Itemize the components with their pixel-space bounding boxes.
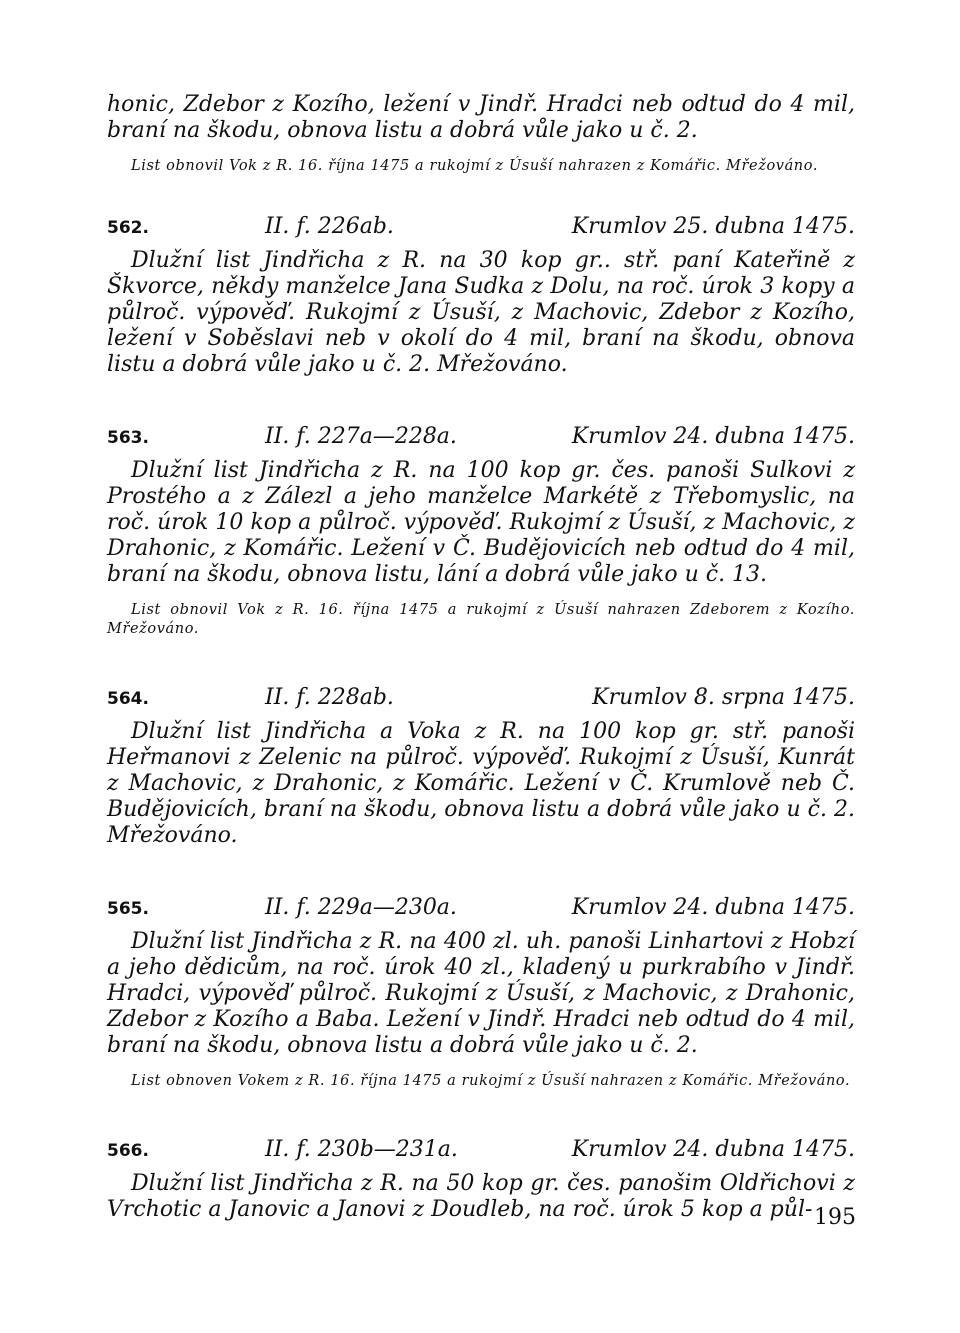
- entry-folio: II. f. 227a—228a.: [265, 424, 457, 449]
- entry-place-date: Krumlov 24. dubna 1475.: [571, 424, 855, 449]
- entry-text: Dlužní list Jindřicha z R. na 100 kop gr. čes. panoši Sulkovi z Prostého a z Zálezl a jeho manželce Markétě z Třebomyslic, na roč. úrok 10 kop a půlroč. výpověď. Rukojmí z Úsuší, z Machovic, z Drahonic, z Komářic. Ležení v Č. Budějovicích neb odtud do 4 mil, braní na škodu, obnova listu, lání a dobrá vůle jako u č. 13.: [107, 458, 855, 587]
- entry-folio: II. f. 230b—231a.: [265, 1137, 458, 1162]
- entry-folio: II. f. 228ab.: [265, 685, 394, 710]
- entry-565: [107, 895, 855, 1091]
- entry-number: 566.: [107, 1141, 149, 1161]
- entry-text: Dlužní list Jindřicha a Voka z R. na 100 kop gr. stř. panoši Heřmanovi z Zelenic na půlroč. výpověď. Rukojmí z Úsuší, Kunrát z Machovic, z Drahonic, z Komářic. Ležení v Č. Krumlově neb Č. Budějovicích, braní na škodu, obnova listu a dobrá vůle jako u č. 2. Mřežováno.: [107, 719, 855, 848]
- intro-text: honic, Zdebor z Kozího, ležení v Jindř. Hradci neb odtud do 4 mil, braní na škodu, obnova listu a dobrá vůle jako u č. 2.: [107, 92, 855, 143]
- entry-place-date: Krumlov 25. dubna 1475.: [571, 214, 855, 239]
- entry-number: 565.: [107, 899, 149, 919]
- document-page: [107, 92, 855, 1223]
- entry-number: 564.: [107, 689, 149, 709]
- entry-note: List obnovil Vok z R. 16. října 1475 a rukojmí z Úsuší nahrazen Zdeborem z Kozího. Mřežováno.: [107, 602, 855, 637]
- entry-number: 562.: [107, 218, 149, 238]
- entry-heading: [107, 895, 855, 922]
- entry-heading: [107, 1137, 855, 1164]
- entry-text: Dlužní list Jindřicha z R. na 400 zl. uh. panoši Linhartovi z Hobzí a jeho dědicům, na roč. úrok 40 zl., kladený u purkrabího v Jindř. Hradci, výpověď půlroč. Rukojmí z Úsuší, z Machovic, z Drahonic, Zdebor z Kozího a Baba. Ležení v Jindř. Hradci neb odtud do 4 mil, braní na škodu, obnova listu a dobrá vůle jako u č. 2.: [107, 929, 855, 1058]
- entry-text: Dlužní list Jindřicha z R. na 50 kop gr. čes. panošim Oldřichovi z Vrchotic a Janovic a Janovi z Doudleb, na roč. úrok 5 kop a půl-: [107, 1171, 855, 1222]
- entry-place-date: Krumlov 24. dubna 1475.: [571, 1137, 855, 1162]
- intro-note: List obnovil Vok z R. 16. října 1475 a rukojmí z Úsuší nahrazen z Komářic. Mřežováno.: [131, 158, 819, 174]
- entry-number: 563.: [107, 428, 149, 448]
- entry-563: [107, 424, 855, 639]
- entry-heading: [107, 424, 855, 451]
- page-number: 195: [814, 1205, 856, 1230]
- entry-text: Dlužní list Jindřicha z R. na 30 kop gr.. stř. paní Kateřině z Škvorce, někdy manželce Jana Sudka z Dolu, na roč. úrok 3 kopy a půlroč. výpověď. Rukojmí z Úsuší, z Machovic, Zdebor z Kozího, ležení v Soběslavi neb v okolí do 4 mil, braní na škodu, obnova listu a dobrá vůle jako u č. 2. Mřežováno.: [107, 248, 855, 377]
- entry-folio: II. f. 229a—230a.: [265, 895, 457, 920]
- entry-heading: [107, 685, 855, 712]
- entry-heading: [107, 214, 855, 241]
- entry-564: [107, 685, 855, 849]
- entry-note: List obnoven Vokem z R. 16. října 1475 a rukojmí z Úsuší nahrazen z Komářic. Mřežováno.: [131, 1073, 851, 1089]
- intro-block: [107, 92, 855, 176]
- entry-folio: II. f. 226ab.: [265, 214, 394, 239]
- entry-562: [107, 214, 855, 378]
- entry-place-date: Krumlov 8. srpna 1475.: [592, 685, 855, 710]
- entry-566: [107, 1137, 855, 1223]
- entry-place-date: Krumlov 24. dubna 1475.: [571, 895, 855, 920]
